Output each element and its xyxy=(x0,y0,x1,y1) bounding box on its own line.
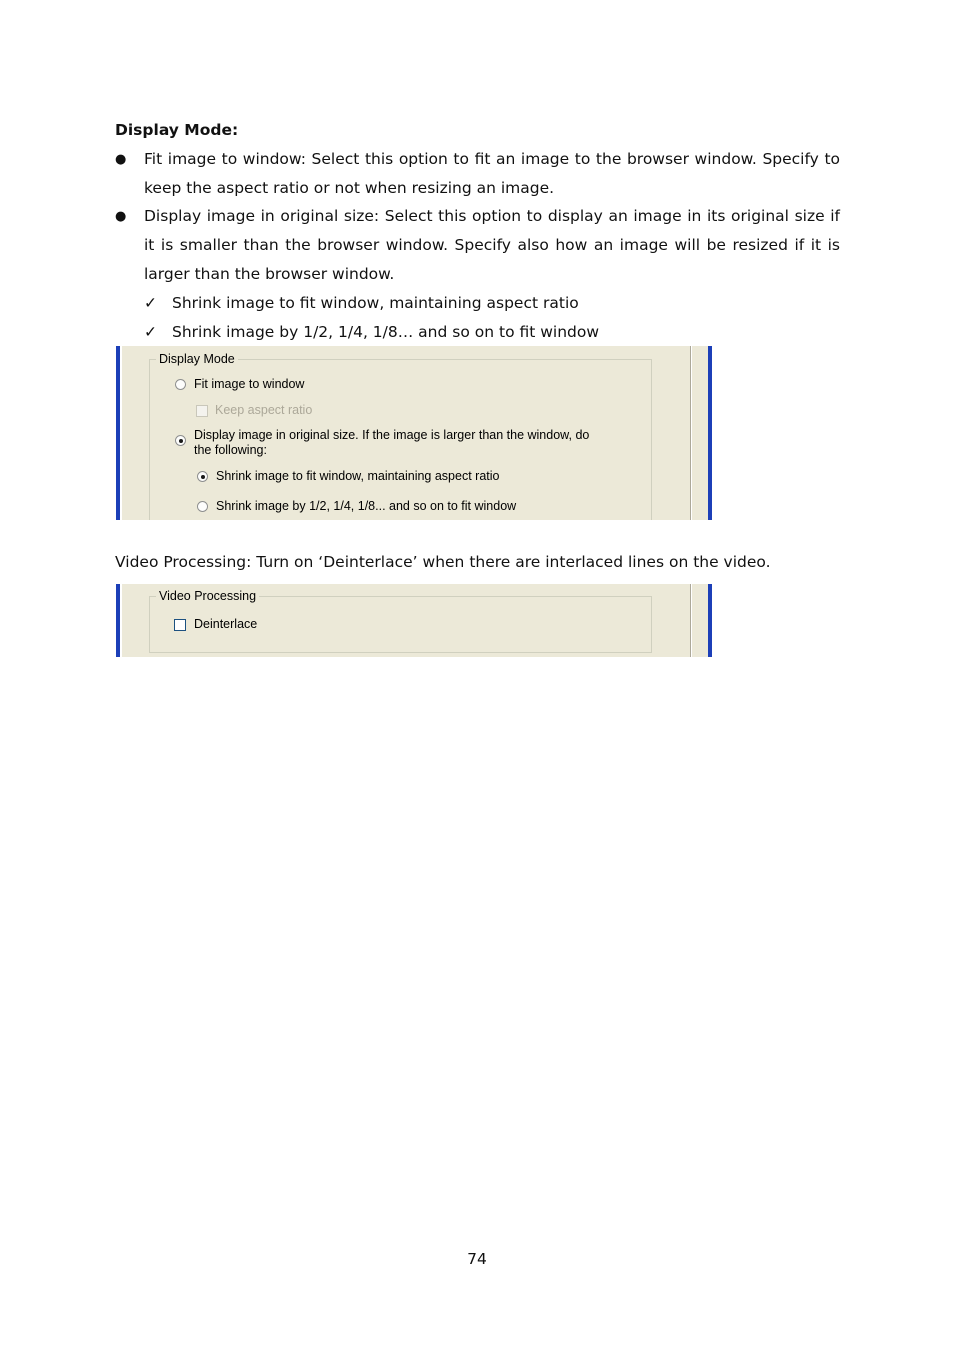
keep-aspect-label[interactable]: Keep aspect ratio xyxy=(215,403,313,417)
original-size-radio[interactable] xyxy=(175,435,186,446)
video-processing-paragraph: Video Processing: Turn on ‘Deinterlace’ when there are interlaced lines on the video. xyxy=(115,553,771,571)
video-processing-legend: Video Processing xyxy=(156,589,259,603)
fit-image-radio[interactable] xyxy=(175,379,186,390)
deinterlace-checkbox[interactable] xyxy=(174,619,186,631)
shrink-half-label[interactable]: Shrink image by 1/2, 1/4, 1/8... and so on to fit window xyxy=(216,499,517,513)
display-mode-screenshot xyxy=(116,346,712,520)
window-edge-right xyxy=(708,584,712,657)
check-item-shrink-half xyxy=(144,318,599,347)
video-processing-screenshot xyxy=(116,584,712,657)
checkmark-icon: ✓ xyxy=(144,294,157,312)
divider-highlight xyxy=(691,346,692,520)
bullet-dot: ● xyxy=(115,152,127,167)
check-text: Shrink image by 1/2, 1/4, 1/8… and so on to fit window xyxy=(172,323,600,341)
window-edge-right xyxy=(708,346,712,520)
check-item-shrink-fit xyxy=(144,289,579,318)
check-text: Shrink image to fit window, maintaining aspect ratio xyxy=(172,294,579,312)
keep-aspect-checkbox[interactable] xyxy=(196,405,208,417)
section-heading: Display Mode: xyxy=(115,121,239,139)
bullet-text: Fit image to window: Select this option to fit an image to the browser window. Specify to keep the aspect ratio or not when resizing an image. xyxy=(144,150,840,197)
original-size-label-line2[interactable]: the following: xyxy=(194,443,267,457)
bullet-dot: ● xyxy=(115,209,127,224)
window-edge-highlight xyxy=(120,346,122,520)
shrink-half-radio[interactable] xyxy=(197,501,208,512)
window-edge-highlight xyxy=(120,584,122,657)
original-size-label-line1[interactable]: Display image in original size. If the image is larger than the window, do xyxy=(194,428,590,442)
deinterlace-label[interactable]: Deinterlace xyxy=(194,617,258,631)
display-mode-legend: Display Mode xyxy=(156,352,238,366)
divider-highlight xyxy=(691,584,692,657)
fit-image-label[interactable]: Fit image to window xyxy=(194,377,305,391)
checkmark-icon: ✓ xyxy=(144,323,157,341)
shrink-fit-radio[interactable] xyxy=(197,471,208,482)
bullet-text: Display image in original size: Select this option to display an image in its original size if it is smaller than the browser window. Specify also how an image will be resized if it is larger than the browser window. xyxy=(144,207,840,283)
shrink-fit-label[interactable]: Shrink image to fit window, maintaining aspect ratio xyxy=(216,469,500,483)
page-number: 74 xyxy=(467,1250,487,1268)
